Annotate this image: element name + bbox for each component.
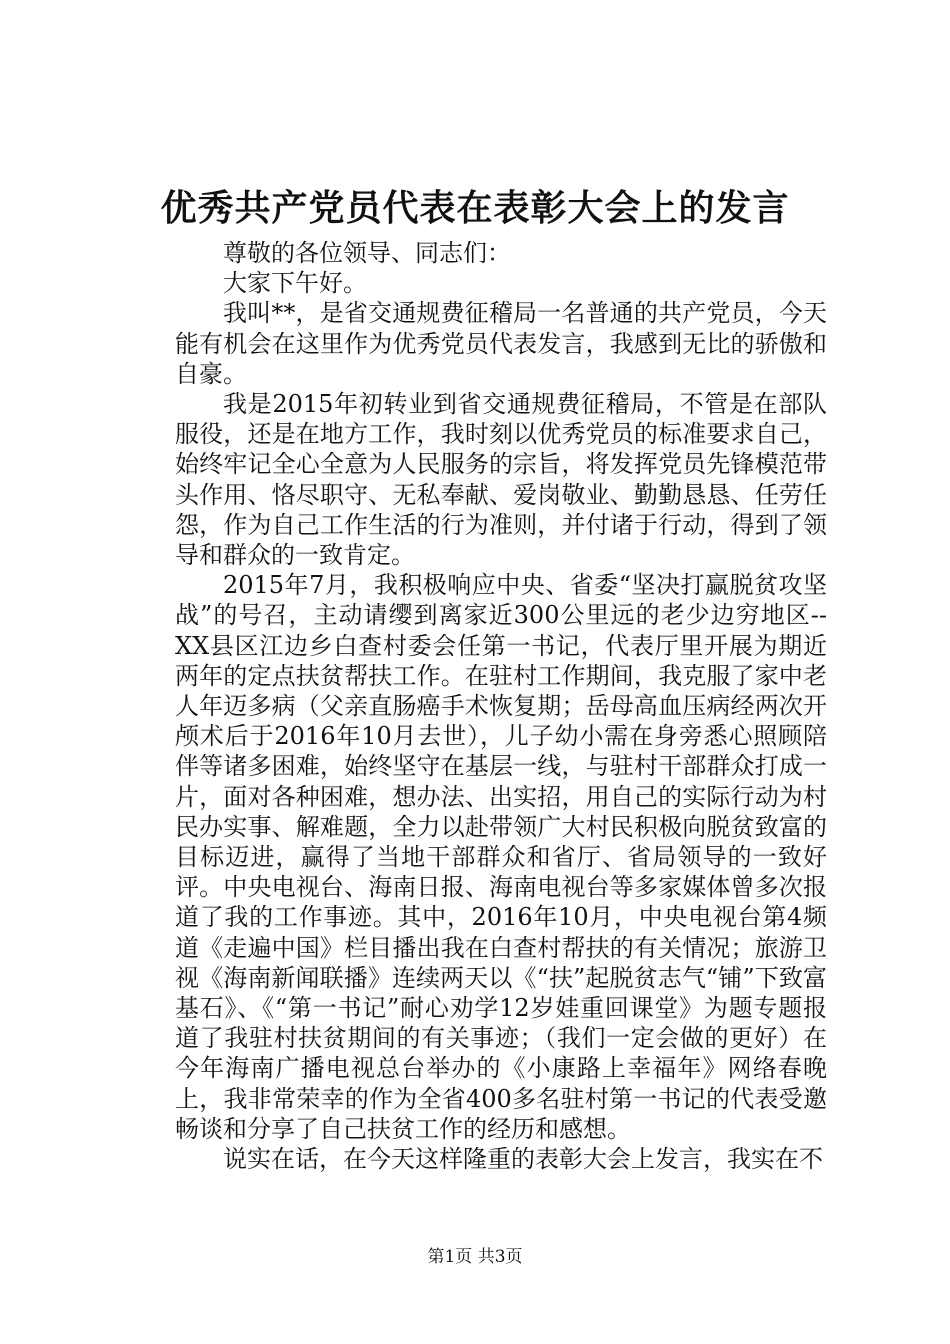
document-body <box>175 238 827 1174</box>
paragraph: 我是2015年初转业到省交通规费征稽局，不管是在部队服役，还是在地方工作，我时刻以优秀党员的标准要求自己，始终牢记全心全意为人民服务的宗旨，将发挥党员先锋模范带头作用、恪尽职守、无私奉献、爱岗敬业、勤勤恳恳、任劳任怨，作为自己工作生活的行为准则，并付诸于行动，得到了领导和群众的一致肯定。 <box>175 390 827 570</box>
paragraph: 说实在话，在今天这样隆重的表彰大会上发言，我实在不 <box>223 1145 823 1174</box>
page-footer: 第1页 共3页 <box>427 1247 523 1267</box>
greeting: 大家下午好。 <box>223 269 367 298</box>
paragraph: 我叫**，是省交通规费征稽局一名普通的共产党员，今天能有机会在这里作为优秀党员代表发言，我感到无比的骄傲和自豪。 <box>175 299 827 388</box>
salutation: 尊敬的各位领导、同志们： <box>223 239 511 267</box>
paragraph: 2015年7月，我积极响应中央、省委“坚决打赢脱贫攻坚战”的号召，主动请缨到离家近300公里远的老少边穷地区--XX县区江边乡白查村委会任第一书记，代表厅里开展为期近两年的定点扶贫帮扶工作。在驻村工作期间，我克服了家中老人年迈多病（父亲直肠癌手术恢复期；岳母高血压病经两次开颅术后于2016年10月去世），儿子幼小需在身旁悉心照顾陪伴等诸多困难，始终坚守在基层一线，与驻村干部群众打成一片，面对各种困难，想办法、出实招，用自己的实际行动为村民办实事、解难题，全力以赴带领广大村民积极向脱贫致富的目标迈进，赢得了当地干部群众和省厅、省局领导的一致好评。中央电视台、海南日报、海南电视台等多家媒体曾多次报道了我的工作事迹。其中，2016年10月，中央电视台第4频道《走遍中国》栏目播出我在白查村帮扶的有关情况；旅游卫视《海南新闻联播》连续两天以《“扶”起脱贫志气“铺”下致富基石》、《“第一书记”耐心劝学12岁娃重回课堂》为题专题报道了我驻村扶贫期间的有关事迹；（我们一定会做的更好）在今年海南广播电视总台举办的《小康路上幸福年》网络春晚上，我非常荣幸的作为全省400多名驻村第一书记的代表受邀畅谈和分享了自己扶贫工作的经历和感想。 <box>175 571 827 1143</box>
document-title: 优秀共产党员代表在表彰大会上的发言 <box>160 187 790 229</box>
